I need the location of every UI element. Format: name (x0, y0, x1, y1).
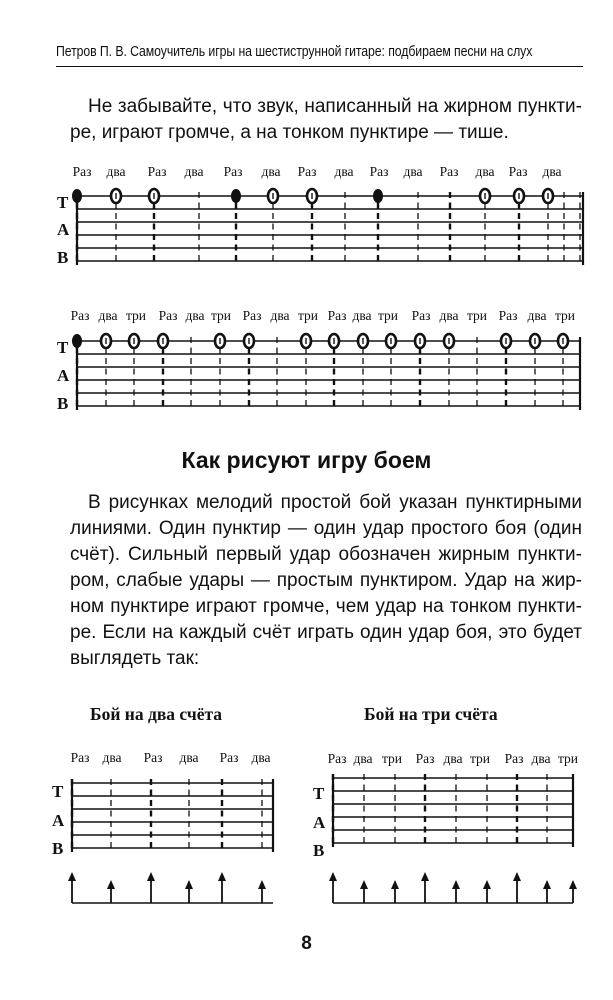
note-filled (72, 334, 82, 348)
count-label: Раз (415, 751, 435, 766)
count-label: Раз (147, 164, 167, 179)
count-label: два (352, 308, 372, 323)
count-label: два (270, 308, 290, 323)
count-label: Раз (327, 308, 347, 323)
tab-letter: Т (52, 782, 64, 801)
strum-arrow-head (68, 872, 76, 881)
strum-arrow-head (218, 872, 226, 881)
count-label: Раз (70, 750, 90, 765)
count-label: три (469, 751, 491, 766)
page-number: 8 (301, 933, 312, 954)
note-filled (373, 189, 383, 203)
strum-three-title: Бой на три счёта (364, 704, 498, 724)
count-label: Раз (223, 164, 243, 179)
note-filled (231, 189, 241, 203)
strum-arrow-head (513, 872, 521, 881)
count-label: три (554, 308, 576, 323)
tab-example-three-count (57, 308, 580, 413)
strum-arrow-head (452, 880, 460, 889)
count-label: два (261, 164, 281, 179)
strum-arrow-head (258, 880, 266, 889)
tab-letter: Т (57, 193, 69, 212)
paragraph-line: Не забывайте, что звук, написанный на жирном пункти- (88, 96, 582, 117)
count-label: два (531, 751, 551, 766)
count-label: Раз (508, 164, 528, 179)
paragraph-line: ром, слабые удары — простым пунктиром. Удар на жир- (70, 570, 582, 591)
strum-arrow-head (147, 872, 155, 881)
paragraph-line: ре, играют громче, а на тонком пунктире — тише. (70, 122, 509, 143)
count-label: три (210, 308, 232, 323)
strum-two-title: Бой на два счёта (90, 704, 223, 724)
count-label: два (439, 308, 459, 323)
running-head: Петров П. В. Самоучитель игры на шестиструнной гитаре: подбираем песни на слух (56, 44, 533, 60)
tab-letter: А (57, 366, 70, 385)
count-label: два (106, 164, 126, 179)
strum-two-count-diagram (52, 750, 273, 903)
paragraph-line: выглядеть так: (70, 648, 200, 669)
note-filled (72, 189, 82, 203)
paragraph-line: ре. Если на каждый счёт играть один удар боя, это будет (70, 622, 582, 643)
tab-letter: А (57, 220, 70, 239)
tab-letter: А (313, 813, 326, 832)
count-label: Раз (411, 308, 431, 323)
strum-three-count-diagram (313, 751, 578, 903)
count-label: два (251, 750, 271, 765)
tab-letter: Т (57, 338, 69, 357)
strum-arrow-head (569, 880, 577, 889)
count-label: Раз (143, 750, 163, 765)
paragraph-line: линиями. Один пунктир — один удар простого боя (один (70, 518, 582, 539)
tab-letter: В (57, 248, 69, 267)
tab-letter: В (57, 394, 69, 413)
section-title: Как рисуют игру боем (181, 447, 432, 473)
count-label: Раз (72, 164, 92, 179)
count-label: Раз (327, 751, 347, 766)
count-label: два (98, 308, 118, 323)
count-label: Раз (439, 164, 459, 179)
strum-arrow-head (360, 880, 368, 889)
count-label: два (403, 164, 423, 179)
count-label: два (334, 164, 354, 179)
strum-arrow-head (107, 880, 115, 889)
count-label: Раз (242, 308, 262, 323)
tab-letter: А (52, 811, 65, 830)
strum-arrow-head (421, 872, 429, 881)
strum-arrow-head (483, 880, 491, 889)
count-label: два (185, 308, 205, 323)
count-label: два (542, 164, 562, 179)
count-label: три (297, 308, 319, 323)
strum-arrow-head (391, 880, 399, 889)
count-label: Раз (70, 308, 90, 323)
tab-letter: В (52, 839, 64, 858)
count-label: два (475, 164, 495, 179)
count-label: два (443, 751, 463, 766)
count-label: три (377, 308, 399, 323)
count-label: три (381, 751, 403, 766)
tab-letter: В (313, 841, 325, 860)
count-label: два (179, 750, 199, 765)
count-label: Раз (297, 164, 317, 179)
count-label: три (557, 751, 579, 766)
strum-arrow-head (185, 880, 193, 889)
count-label: три (466, 308, 488, 323)
strum-arrow-head (329, 872, 337, 881)
tab-letter: Т (313, 784, 325, 803)
tab-example-two-count (57, 164, 583, 267)
count-label: два (353, 751, 373, 766)
paragraph-line: счёт). Сильный первый удар обозначен жирным пункти- (70, 544, 582, 565)
count-label: два (527, 308, 547, 323)
paragraph-line: ном пунктире играют громче, чем удар на тонком пункти- (70, 596, 582, 617)
count-label: Раз (504, 751, 524, 766)
count-label: три (125, 308, 147, 323)
paragraph-line: В рисунках мелодий простой бой указан пунктирными (88, 492, 582, 513)
count-label: Раз (219, 750, 239, 765)
count-label: Раз (498, 308, 518, 323)
strum-arrow-head (543, 880, 551, 889)
count-label: Раз (369, 164, 389, 179)
count-label: два (184, 164, 204, 179)
count-label: два (102, 750, 122, 765)
count-label: Раз (158, 308, 178, 323)
